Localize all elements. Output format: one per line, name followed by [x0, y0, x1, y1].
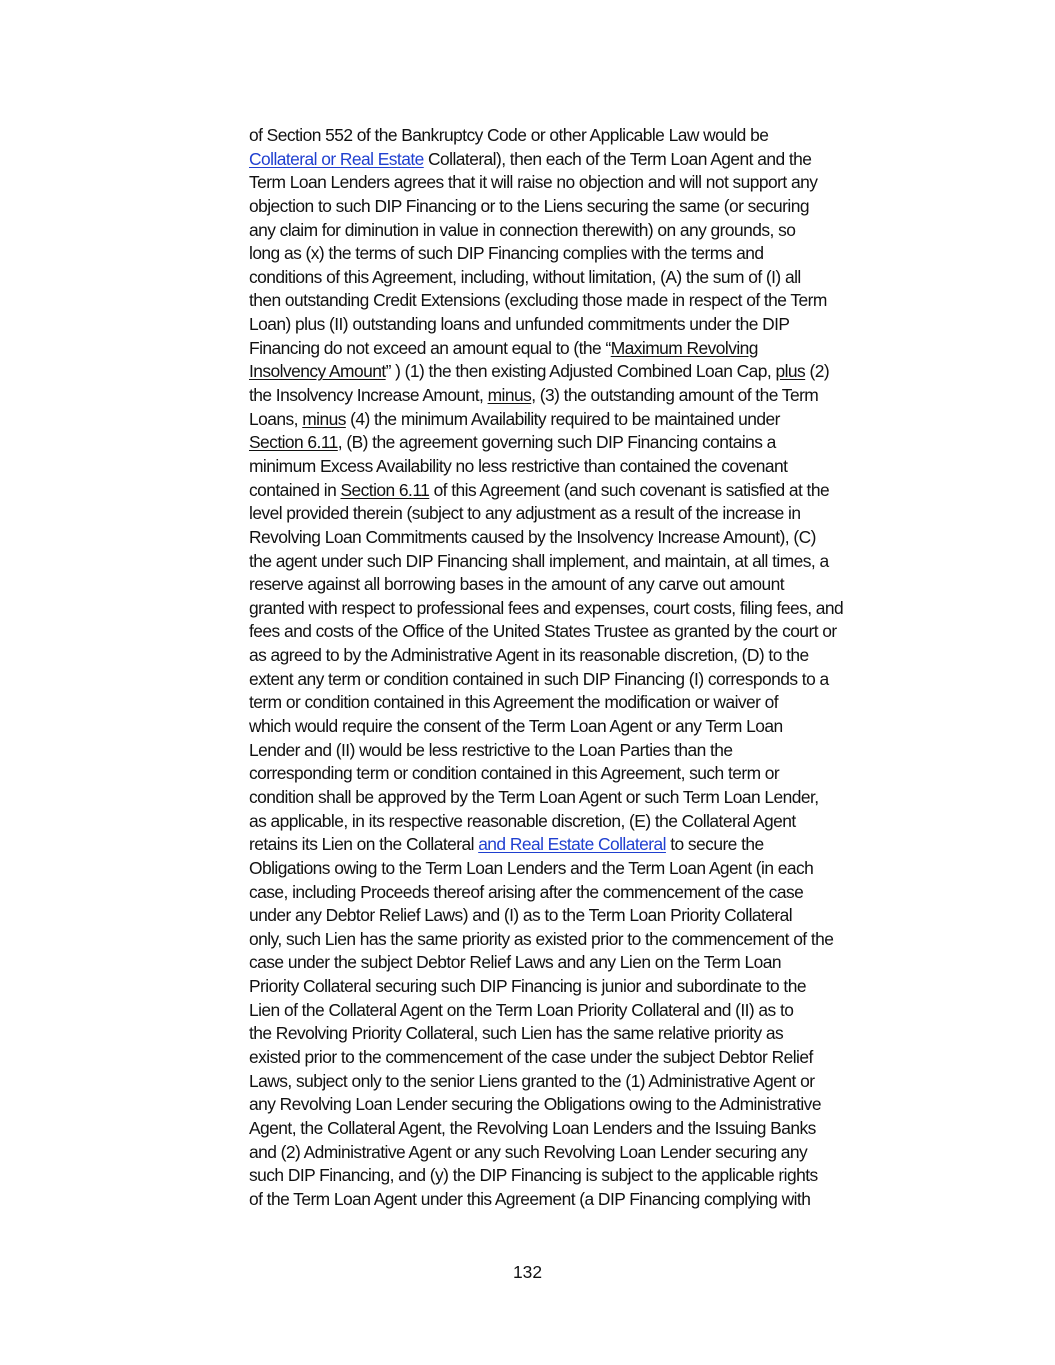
text-run: contained in — [249, 479, 341, 500]
text-line — [249, 1070, 949, 1094]
text-run: Agent, the Collateral Agent, the Revolving Loan Lenders and the Issuing Banks — [249, 1117, 816, 1138]
text-run: , (B) the agreement governing such DIP Financing contains a — [337, 432, 776, 453]
text-run: Loans, — [249, 408, 303, 429]
text-line — [249, 881, 949, 905]
text-line — [249, 1093, 949, 1117]
text-run: the Revolving Priority Collateral, such Lien has the same relative priority as — [249, 1023, 784, 1044]
text-run: any Revolving Loan Lender securing the Obligations owing to the Administrative — [249, 1094, 821, 1115]
text-line — [249, 1141, 949, 1165]
text-run: as applicable, in its respective reasonable discretion, (E) the Collateral Agent — [249, 810, 796, 831]
text-line — [249, 195, 949, 219]
text-run: such DIP Financing, and (y) the DIP Financing is subject to the applicable rights — [249, 1165, 818, 1186]
text-run: retains its Lien on the Collateral — [249, 834, 479, 855]
text-line — [249, 384, 949, 408]
text-run: and (2) Administrative Agent or any such Revolving Loan Lender securing any — [249, 1141, 808, 1162]
text-line — [249, 502, 949, 526]
text-run: Lien of the Collateral Agent on the Term Loan Priority Collateral and (II) as to — [249, 999, 794, 1020]
text-run: level provided therein (subject to any adjustment as a result of the increase in — [249, 503, 801, 524]
cross-reference-link[interactable]: and Real Estate Collateral — [478, 834, 666, 855]
text-run: granted with respect to professional fees and expenses, court costs, filing fees, and — [249, 597, 844, 618]
text-run: extent any term or condition contained in such DIP Financing (I) corresponds to a — [249, 668, 829, 689]
text-line — [249, 833, 949, 857]
text-run: fees and costs of the Office of the United States Trustee as granted by the court or — [249, 621, 837, 642]
text-run: case under the subject Debtor Relief Laws and any Lien on the Term Loan — [249, 952, 781, 973]
underlined-term: Section 6.11 — [249, 432, 338, 453]
text-line — [249, 242, 949, 266]
text-run: Collateral), then each of the Term Loan Agent and the — [423, 148, 812, 169]
text-line — [249, 124, 949, 148]
text-run: Lender and (II) would be less restrictive to the Loan Parties than the — [249, 739, 733, 760]
text-line — [249, 951, 949, 975]
text-run: Obligations owing to the Term Loan Lenders and the Term Loan Agent (in each — [249, 857, 814, 878]
text-line — [249, 644, 949, 668]
text-line — [249, 975, 949, 999]
text-line — [249, 857, 949, 881]
text-run: reserve against all borrowing bases in the amount of any carve out amount — [249, 574, 785, 595]
text-line — [249, 455, 949, 479]
cross-reference-link[interactable]: Collateral or Real Estate — [249, 148, 424, 169]
text-run: as agreed to by the Administrative Agent in its reasonable discretion, (D) to the — [249, 645, 809, 666]
text-line — [249, 810, 949, 834]
text-run: of Section 552 of the Bankruptcy Code or other Applicable Law would be — [249, 125, 769, 145]
text-run: Revolving Loan Commitments caused by the Insolvency Increase Amount), (C) — [249, 526, 816, 547]
text-line — [249, 550, 949, 574]
underlined-term: plus — [775, 361, 806, 382]
text-run: the agent under such DIP Financing shall implement, and maintain, at all times, a — [249, 550, 829, 571]
text-line — [249, 786, 949, 810]
text-line — [249, 431, 949, 455]
text-run: of this Agreement (and such covenant is satisfied at the — [429, 479, 830, 500]
text-run: only, such Lien has the same priority as existed prior to the commencement of the — [249, 928, 834, 949]
text-run: conditions of this Agreement, including, without limitation, (A) the sum of (I) all — [249, 266, 801, 287]
text-line — [249, 526, 949, 550]
text-run: term or condition contained in this Agreement the modification or waiver of — [249, 692, 779, 713]
text-run: (4) the minimum Availability required to be maintained under — [345, 408, 780, 429]
underlined-term: minus — [487, 385, 532, 406]
text-run: then outstanding Credit Extensions (excluding those made in respect of the Term — [249, 290, 827, 311]
text-run: Financing do not exceed an amount equal to (the “ — [249, 337, 611, 358]
text-run: the Insolvency Increase Amount, — [249, 385, 488, 406]
text-line — [249, 1164, 949, 1188]
text-line — [249, 408, 949, 432]
text-line — [249, 739, 949, 763]
text-line — [249, 715, 949, 739]
text-line — [249, 313, 949, 337]
text-line — [249, 266, 949, 290]
text-run: Priority Collateral securing such DIP Financing is junior and subordinate to the — [249, 976, 806, 997]
text-run: , (3) the outstanding amount of the Term — [531, 385, 819, 406]
text-run: under any Debtor Relief Laws) and (I) as to the Term Loan Priority Collateral — [249, 905, 793, 926]
text-run: objection to such DIP Financing or to the Liens securing the same (or securing — [249, 195, 809, 216]
text-line — [249, 219, 949, 243]
text-run: corresponding term or condition contained in this Agreement, such term or — [249, 763, 780, 784]
text-line — [249, 597, 949, 621]
underlined-term: minus — [302, 408, 346, 429]
underlined-term: Section 6.11 — [340, 479, 430, 500]
text-run: existed prior to the commencement of the case under the subject Debtor Relief — [249, 1046, 813, 1067]
text-line — [249, 762, 949, 786]
text-run: of the Term Loan Agent under this Agreement (a DIP Financing complying with — [249, 1188, 811, 1209]
text-line — [249, 337, 949, 361]
text-run: condition shall be approved by the Term Loan Agent or such Term Loan Lender, — [249, 786, 819, 807]
text-run: (2) — [805, 361, 830, 382]
text-line — [249, 904, 949, 928]
text-line — [249, 1046, 949, 1070]
text-line — [249, 479, 949, 503]
text-line — [249, 1188, 949, 1212]
text-run: case, including Proceeds thereof arising after the commencement of the case — [249, 881, 804, 902]
text-line — [249, 573, 949, 597]
underlined-term: Maximum Revolving — [610, 337, 758, 358]
text-run: Loan) plus (II) outstanding loans and unfunded commitments under the DIP — [249, 314, 790, 335]
text-line — [249, 171, 949, 195]
text-line — [249, 1117, 949, 1141]
text-line — [249, 928, 949, 952]
text-run: Term Loan Lenders agrees that it will raise no objection and will not support any — [249, 172, 818, 193]
text-run: ” ) (1) the then existing Adjusted Combined Loan Cap, — [385, 361, 776, 382]
text-line — [249, 148, 949, 172]
text-line — [249, 691, 949, 715]
text-run: to secure the — [665, 834, 764, 855]
text-line — [249, 360, 949, 384]
text-run: which would require the consent of the Term Loan Agent or any Term Loan — [249, 716, 783, 737]
text-run: Laws, subject only to the senior Liens granted to the (1) Administrative Agent or — [249, 1070, 815, 1091]
text-line — [249, 1022, 949, 1046]
text-run: minimum Excess Availability no less restrictive than contained the covenant — [249, 455, 788, 476]
page-number: 132 — [512, 1262, 542, 1282]
text-run: long as (x) the terms of such DIP Financing complies with the terms and — [249, 243, 764, 264]
text-line — [249, 999, 949, 1023]
text-line — [249, 668, 949, 692]
text-line — [249, 620, 949, 644]
text-line — [249, 289, 949, 313]
body-text — [249, 124, 949, 1211]
underlined-term: Insolvency Amount — [249, 361, 386, 382]
text-run: any claim for diminution in value in connection therewith) on any grounds, so — [249, 219, 796, 240]
